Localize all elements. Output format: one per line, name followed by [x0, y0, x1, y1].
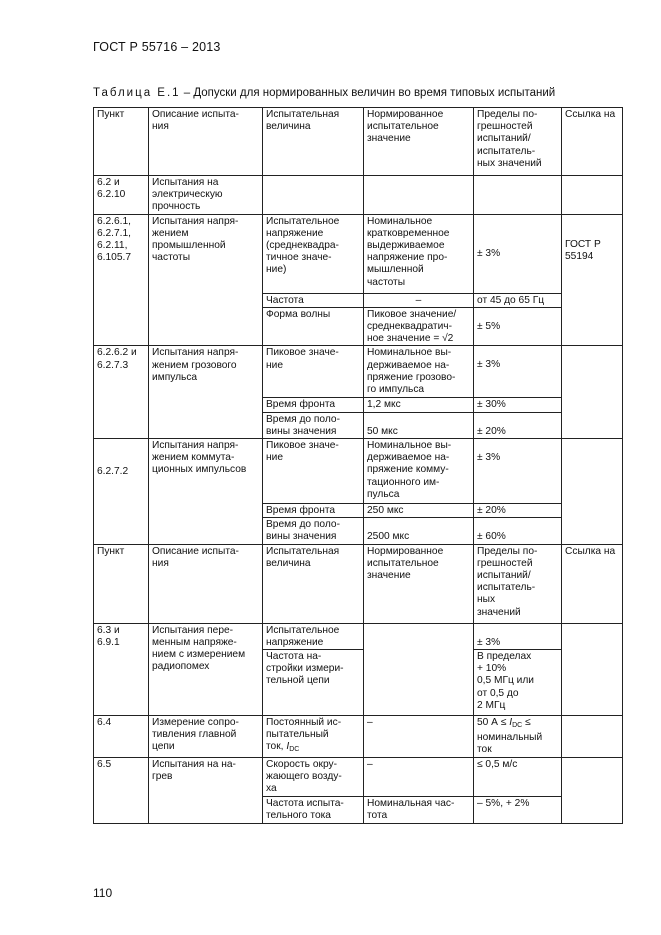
- col-header-quantity: Испытательная величина: [263, 544, 364, 623]
- cell-rated-value: Номинальная час- тота: [364, 796, 474, 823]
- cell-tolerance: ± 3%: [474, 623, 562, 649]
- table-row: [94, 176, 623, 215]
- cell-reference: [562, 346, 623, 439]
- current-subscript: DC: [512, 722, 523, 730]
- cell-tolerance: ≤ 0,5 м/с: [474, 757, 562, 796]
- col-header-rated-value: Нормированное испытательное значение: [364, 108, 474, 176]
- cell-tolerance: ± 60%: [474, 518, 562, 544]
- cell-tolerance: – 5%, + 2%: [474, 796, 562, 823]
- cell-tolerance-text: 50 А ≤: [477, 717, 510, 729]
- cell-quantity: Испытательное напряжение: [263, 623, 364, 649]
- table-row: [94, 439, 623, 504]
- col-header-punkt: Пункт: [94, 544, 149, 623]
- cell-quantity: Время до поло- вины значения: [263, 412, 364, 438]
- cell-empty: [364, 176, 474, 215]
- cell-reference: [562, 757, 623, 823]
- cell-tolerance: В пределах + 10% 0,5 МГц или от 0,5 до 2 МГц: [474, 650, 562, 716]
- table-row: [94, 346, 623, 398]
- cell-rated-value: Номинальное вы- держиваемое на- пряжение комму- тационного им- пульса: [364, 439, 474, 504]
- cell-rated-value: 2500 мкс: [364, 518, 474, 544]
- cell-tolerance: ± 3%: [474, 346, 562, 398]
- cell-punkt: 6.3 и 6.9.1: [94, 623, 149, 715]
- cell-quantity: Испытательное напряжение (среднеквадра- тичное значе- ние): [263, 214, 364, 293]
- cell-quantity: Скорость окру- жающего возду- ха: [263, 757, 364, 796]
- cell-tolerance: ± 20%: [474, 412, 562, 438]
- cell-description: Испытания на на- грев: [149, 757, 263, 823]
- cell-quantity: Частота испыта- тельного тока: [263, 796, 364, 823]
- cell-reference: [562, 439, 623, 545]
- col-header-reference: Ссылка на: [562, 544, 623, 623]
- cell-rated-value: Номинальное вы- держиваемое на- пряжение грозово- го импульса: [364, 346, 474, 398]
- cell-punkt: 6.5: [94, 757, 149, 823]
- cell-quantity-text: Постоянный ис- пытательный ток,: [266, 717, 342, 753]
- cell-quantity: Время фронта: [263, 398, 364, 412]
- table-header-row-repeat: [94, 544, 623, 623]
- cell-reference: [562, 623, 623, 715]
- cell-punkt: 6.2 и 6.2.10: [94, 176, 149, 215]
- cell-empty: [474, 176, 562, 215]
- cell-punkt: 6.2.7.2: [94, 439, 149, 545]
- current-subscript: DC: [289, 746, 300, 754]
- cell-description: Измерение сопро- тивления главной цепи: [149, 716, 263, 758]
- cell-quantity: Время до поло- вины значения: [263, 518, 364, 544]
- cell-description: Испытания напря- жением грозового импульса: [149, 346, 263, 439]
- cell-rated-value: –: [364, 716, 474, 758]
- cell-quantity: [263, 716, 364, 758]
- cell-rated-value: 50 мкс: [364, 412, 474, 438]
- table-row: [94, 757, 623, 796]
- cell-punkt: 6.2.6.1, 6.2.7.1, 6.2.11, 6.105.7: [94, 214, 149, 346]
- col-header-description: Описание испыта- ния: [149, 544, 263, 623]
- table-caption-label: Таблица Е.1: [93, 87, 181, 99]
- cell-tolerance: [474, 716, 562, 758]
- cell-rated-value: 1,2 мкс: [364, 398, 474, 412]
- cell-description: Испытания на электрическую прочность: [149, 176, 263, 215]
- cell-empty: [562, 176, 623, 215]
- cell-quantity: Частота: [263, 293, 364, 307]
- tolerance-table: [93, 107, 623, 824]
- cell-quantity: Частота на- стройки измери- тельной цепи: [263, 650, 364, 716]
- page-number: 110: [93, 886, 113, 900]
- cell-rated-value: Номинальное кратковременное выдерживаемое напряжение про- мышленной частоты: [364, 214, 474, 293]
- table-header-row: [94, 108, 623, 176]
- cell-tolerance: ± 3%: [474, 439, 562, 504]
- document-header: ГОСТ Р 55716 – 2013: [93, 40, 221, 54]
- cell-punkt: 6.2.6.2 и 6.2.7.3: [94, 346, 149, 439]
- col-header-punkt: Пункт: [94, 108, 149, 176]
- table-row: [94, 716, 623, 758]
- cell-rated-value: Пиковое значение/ среднеквадратич- ное значение = √2: [364, 307, 474, 346]
- cell-empty: [263, 176, 364, 215]
- table-caption: [93, 87, 555, 99]
- current-symbol: I: [286, 741, 290, 753]
- table-row: [94, 214, 623, 293]
- cell-rated-value: [364, 623, 474, 715]
- col-header-description: Описание испыта- ния: [149, 108, 263, 176]
- cell-quantity: Время фронта: [263, 504, 364, 518]
- cell-tolerance: ± 5%: [474, 307, 562, 346]
- cell-description: Испытания напря- жением коммута- ционных импульсов: [149, 439, 263, 545]
- cell-rated-value: –: [364, 293, 474, 307]
- cell-tolerance: ± 20%: [474, 504, 562, 518]
- col-header-quantity: Испытательная величина: [263, 108, 364, 176]
- cell-rated-value: 250 мкс: [364, 504, 474, 518]
- cell-tolerance-text-end: ≤ номинальный ток: [477, 717, 543, 756]
- cell-rated-value: –: [364, 757, 474, 796]
- table-row: [94, 623, 623, 649]
- cell-reference: ГОСТ Р 55194: [562, 214, 623, 346]
- table-caption-text: – Допуски для нормированных величин во время типовых испытаний: [180, 87, 556, 99]
- col-header-tolerance: Пределы по- грешностей испытаний/ испытатель- ных значений: [474, 544, 562, 623]
- current-symbol: I: [509, 717, 513, 729]
- cell-quantity: Пиковое значе- ние: [263, 439, 364, 504]
- cell-description: Испытания напря- жением промышленной частоты: [149, 214, 263, 346]
- cell-quantity: Форма волны: [263, 307, 364, 346]
- cell-tolerance: ± 3%: [474, 214, 562, 293]
- cell-description: Испытания пере- менным напряже- нием с измерением радиопомех: [149, 623, 263, 715]
- col-header-rated-value: Нормированное испытательное значение: [364, 544, 474, 623]
- cell-tolerance: от 45 до 65 Гц: [474, 293, 562, 307]
- cell-tolerance: ± 30%: [474, 398, 562, 412]
- col-header-reference: Ссылка на: [562, 108, 623, 176]
- cell-punkt: 6.4: [94, 716, 149, 758]
- cell-quantity: Пиковое значе- ние: [263, 346, 364, 398]
- col-header-tolerance: Пределы по- грешностей испытаний/ испытатель- ных значений: [474, 108, 562, 176]
- cell-reference: [562, 716, 623, 758]
